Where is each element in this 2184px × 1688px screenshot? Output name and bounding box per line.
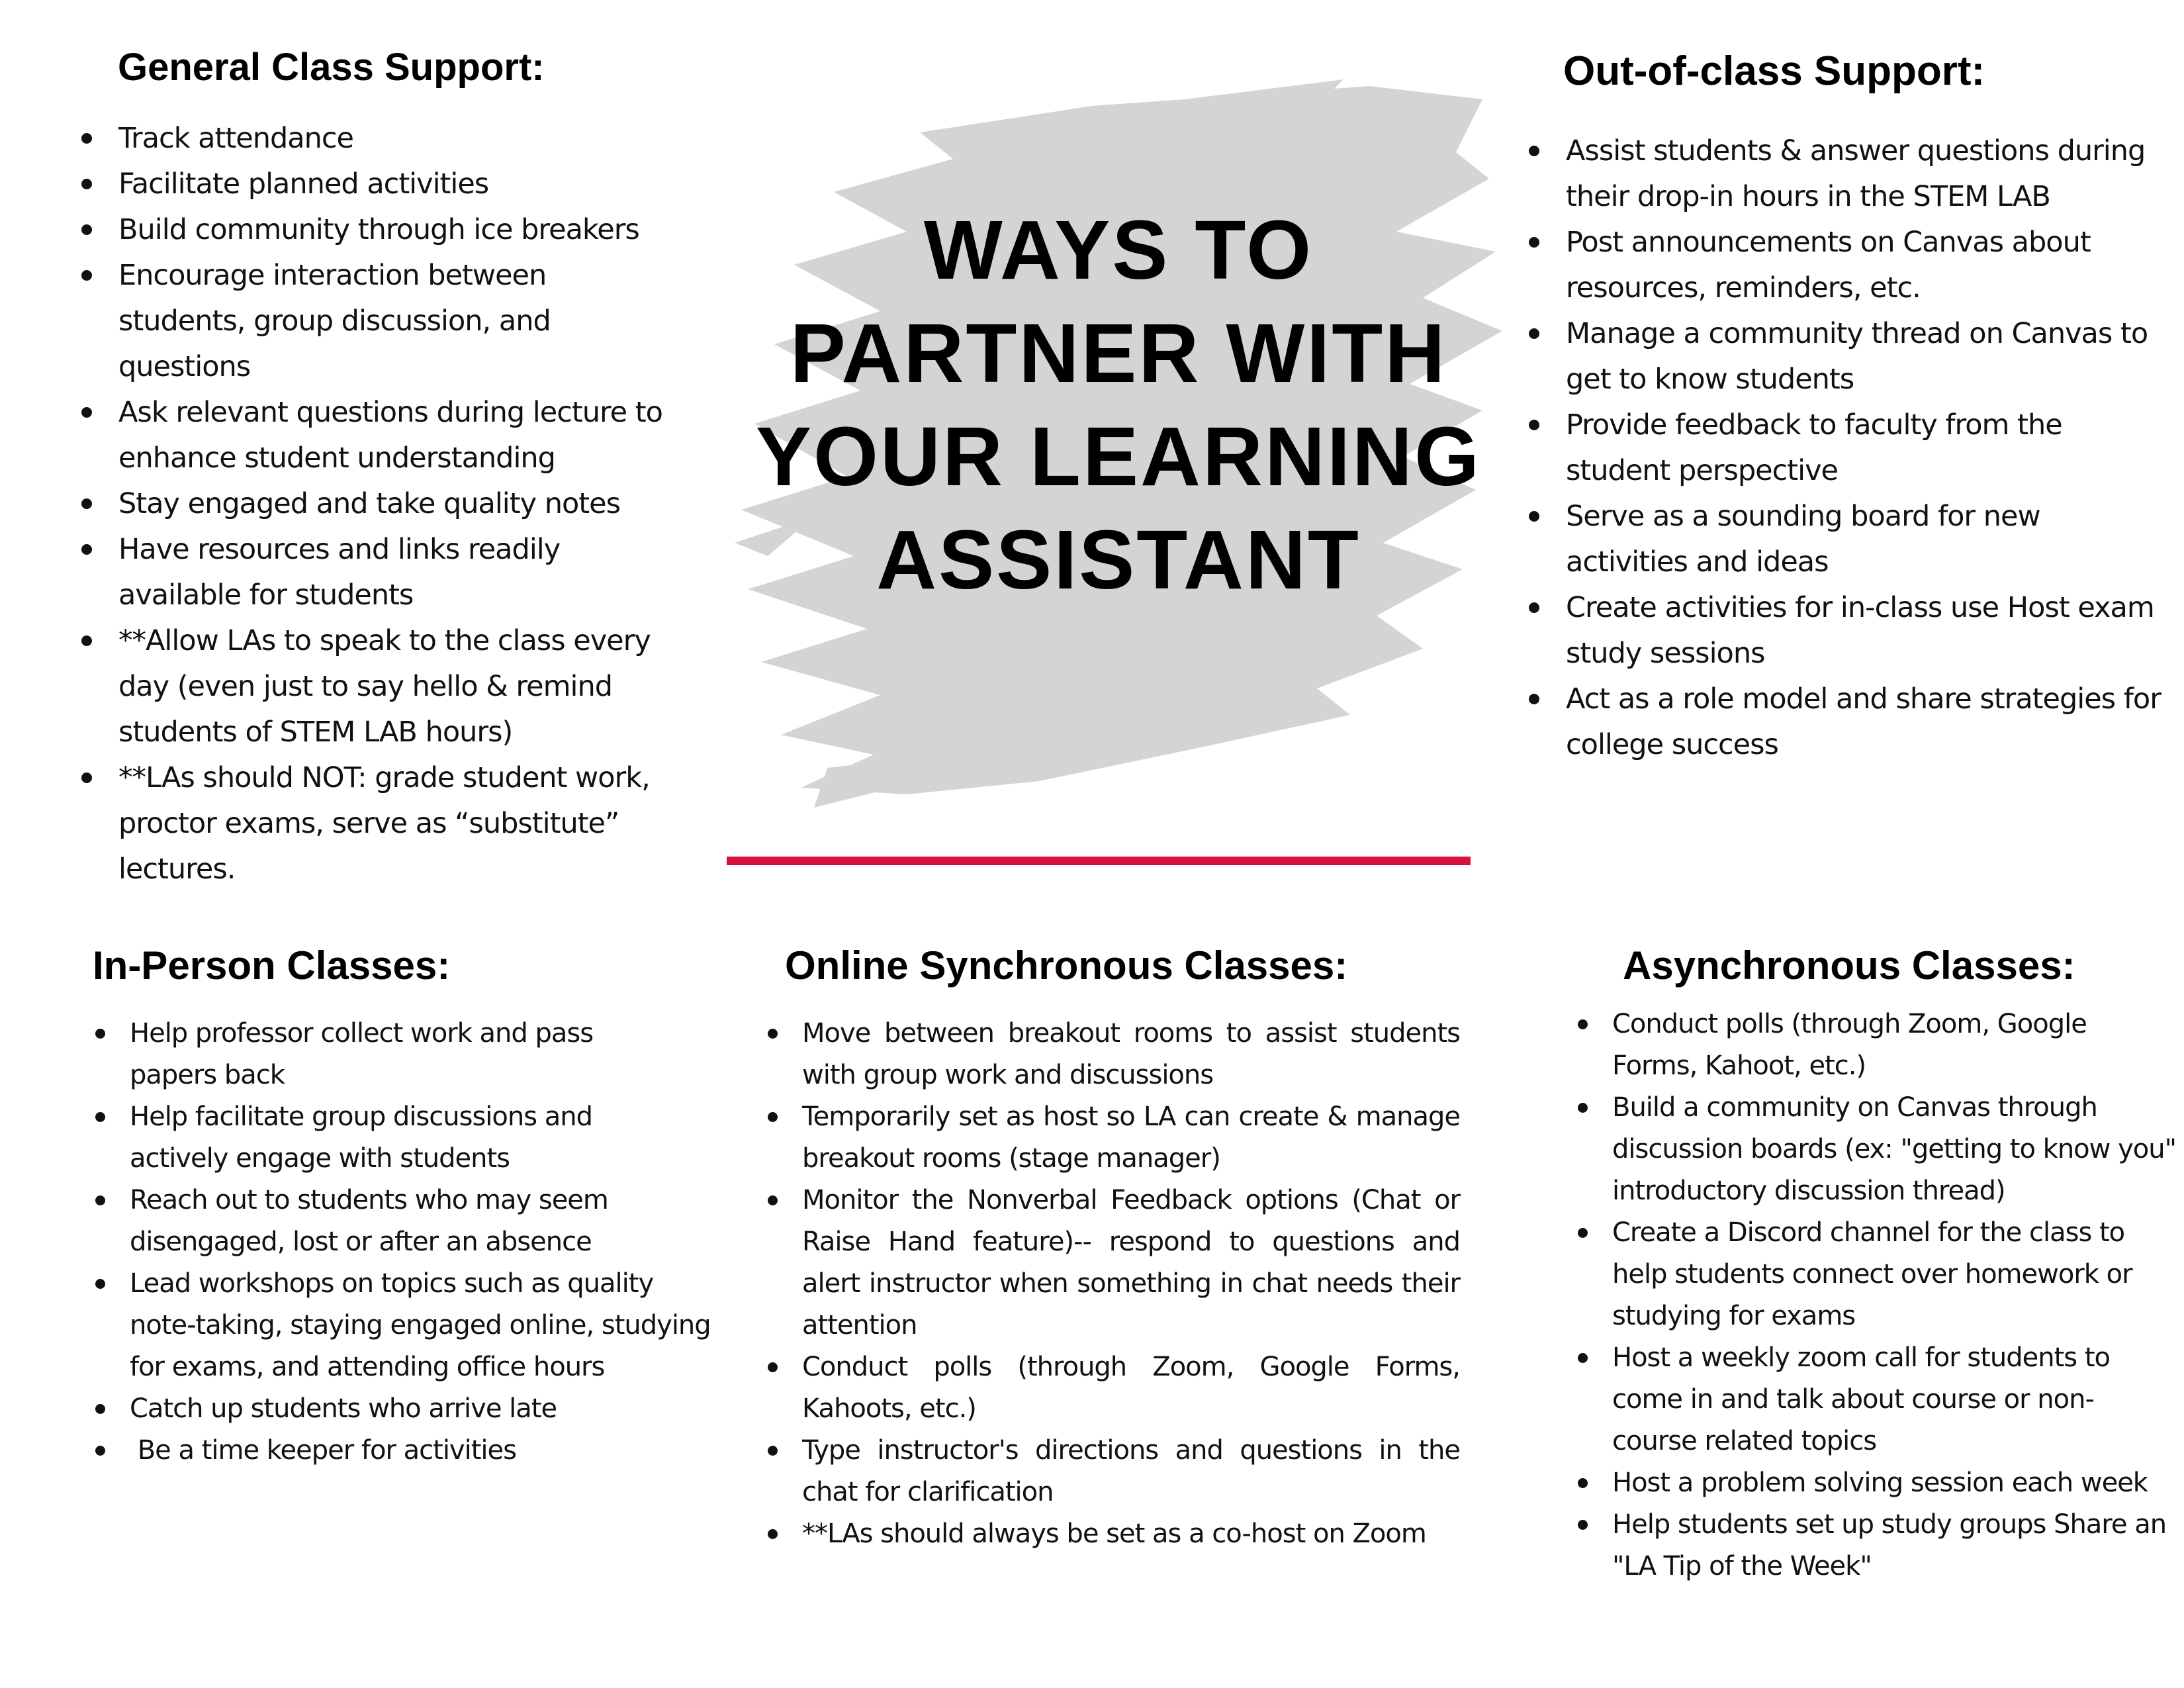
list-item: Act as a role model and share strategies for college success	[1529, 677, 2184, 768]
online-synchronous-classes-heading: Online Synchronous Classes:	[785, 943, 1348, 988]
bullet-icon	[1578, 1478, 1588, 1488]
bullet-icon	[81, 270, 92, 281]
out-of-class-support-list	[1529, 128, 2184, 768]
bullet-icon	[81, 773, 92, 783]
bullet-icon	[1529, 694, 1539, 704]
list-item: Track attendance	[81, 116, 677, 162]
in-person-classes-list	[93, 1013, 711, 1472]
list-item: Move between breakout rooms to assist students with group work and discussions	[765, 1013, 1460, 1096]
bullet-icon	[1578, 1228, 1588, 1238]
list-item: Have resources and links readily available for students	[81, 527, 648, 618]
list-item: Conduct polls (through Zoom, Google Forms, Kahoot, etc.)	[1575, 1004, 2142, 1087]
list-item: Host a problem solving session each week	[1575, 1462, 2177, 1504]
list-item: **LAs should always be set as a co-host on Zoom	[765, 1513, 1460, 1555]
bullet-icon	[768, 1362, 778, 1372]
bullet-icon	[95, 1404, 105, 1414]
asynchronous-classes-list	[1575, 1004, 2177, 1587]
bullet-icon	[81, 224, 92, 235]
list-item: Stay engaged and take quality notes	[81, 481, 677, 527]
bullet-icon	[81, 133, 92, 144]
list-item: Lead workshops on topics such as quality note-taking, staying engaged online, studying for exams, and attending office hours	[93, 1263, 712, 1388]
list-item: Catch up students who arrive late	[93, 1388, 688, 1430]
list-item: Post announcements on Canvas about resources, reminders, etc.	[1529, 220, 2148, 311]
list-item: Type instructor's directions and questions in the chat for clarification	[765, 1430, 1460, 1513]
list-item: Temporarily set as host so LA can create & manage breakout rooms (stage manager)	[765, 1096, 1460, 1180]
bullet-icon	[81, 498, 92, 509]
bullet-icon	[95, 1446, 105, 1456]
bullet-icon	[81, 179, 92, 189]
page-title: WAYS TO PARTNER WITH YOUR LEARNING ASSISTANT	[755, 203, 1482, 606]
list-item: Facilitate planned activities	[81, 162, 677, 207]
list-item: Help professor collect work and pass papers back	[93, 1013, 633, 1096]
bullet-icon	[768, 1112, 778, 1122]
bullet-icon	[768, 1196, 778, 1205]
list-item: Create activities for in-class use Host exam study sessions	[1529, 585, 2161, 677]
list-item: Help facilitate group discussions and actively engage with students	[93, 1096, 659, 1180]
list-item: Conduct polls (through Zoom, Google Forms, Kahoots, etc.)	[765, 1346, 1460, 1430]
asynchronous-classes-heading: Asynchronous Classes:	[1623, 943, 2075, 988]
bullet-icon	[1578, 1019, 1588, 1029]
in-person-classes-heading: In-Person Classes:	[93, 943, 451, 988]
list-item: **LAs should NOT: grade student work, proctor exams, serve as “substitute” lectures.	[81, 755, 701, 892]
bullet-icon	[95, 1029, 105, 1039]
list-item: Build a community on Canvas through discussion boards (ex: "getting to know you" introductory discussion thread)	[1575, 1087, 2181, 1212]
bullet-icon	[95, 1279, 105, 1289]
online-synchronous-classes-list	[765, 1013, 1460, 1555]
list-item: Reach out to students who may seem disengaged, lost or after an absence	[93, 1180, 659, 1263]
bullet-icon	[81, 407, 92, 418]
list-item: Provide feedback to faculty from the student perspective	[1529, 402, 2148, 494]
general-class-support-list	[81, 116, 677, 892]
list-item: Assist students & answer questions during their drop-in hours in the STEM LAB	[1529, 128, 2184, 220]
bullet-icon	[1529, 328, 1539, 339]
title-underline	[727, 857, 1471, 865]
list-item: Be a time keeper for activities	[93, 1430, 688, 1472]
bullet-icon	[1529, 146, 1539, 156]
bullet-icon	[95, 1196, 105, 1205]
bullet-icon	[95, 1112, 105, 1122]
list-item: Serve as a sounding board for new activities and ideas	[1529, 494, 2148, 585]
list-item: Manage a community thread on Canvas to get to know students	[1529, 311, 2184, 402]
bullet-icon	[81, 544, 92, 555]
list-item: Ask relevant questions during lecture to enhance student understanding	[81, 390, 688, 481]
bullet-icon	[1529, 511, 1539, 522]
list-item: **Allow LAs to speak to the class every day (even just to say hello & remind students of STEM LAB hours)	[81, 618, 701, 755]
out-of-class-support-heading: Out-of-class Support:	[1563, 48, 1985, 94]
bullet-icon	[1529, 237, 1539, 248]
list-item: Build community through ice breakers	[81, 207, 677, 253]
bullet-icon	[768, 1446, 778, 1456]
list-item: Host a weekly zoom call for students to come in and talk about course or non-course related topics	[1575, 1337, 2168, 1462]
bullet-icon	[1578, 1520, 1588, 1530]
bullet-icon	[1578, 1353, 1588, 1363]
list-item: Monitor the Nonverbal Feedback options (Chat or Raise Hand feature)-- respond to questions and alert instructor when something in chat needs their attention	[765, 1180, 1460, 1346]
list-item: Create a Discord channel for the class to help students connect over homework or studying for exams	[1575, 1212, 2181, 1337]
list-item: Help students set up study groups Share an "LA Tip of the Week"	[1575, 1504, 2168, 1587]
bullet-icon	[81, 635, 92, 646]
bullet-icon	[768, 1529, 778, 1539]
bullet-icon	[1529, 420, 1539, 430]
bullet-icon	[1529, 602, 1539, 613]
bullet-icon	[1578, 1103, 1588, 1113]
general-class-support-heading: General Class Support:	[118, 46, 545, 89]
list-item: Encourage interaction between students, group discussion, and questions	[81, 253, 569, 390]
bullet-icon	[768, 1029, 778, 1039]
title-block	[721, 79, 1516, 841]
